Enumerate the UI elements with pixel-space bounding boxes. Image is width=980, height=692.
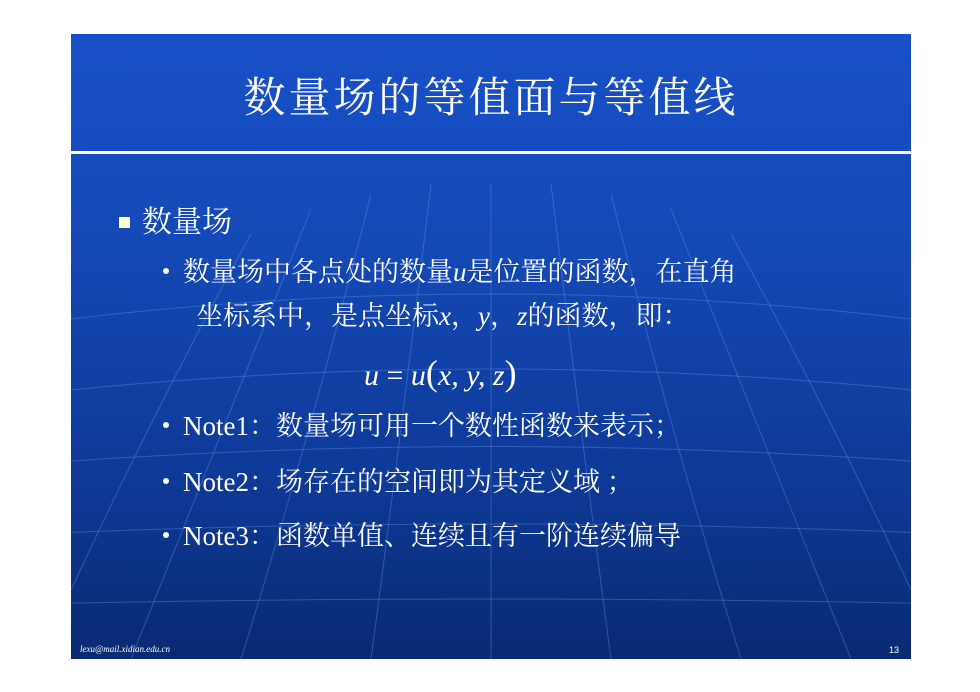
main-bullet	[119, 197, 232, 241]
note-text: Note1：数量场可用一个数性函数来表示；	[183, 411, 681, 441]
formula-args: x, y, z	[437, 359, 505, 392]
variable-y: y	[477, 301, 490, 331]
formula-paren-right: )	[504, 353, 517, 393]
note-text: Note2：场存在的空间即为其定义域 ；	[183, 467, 634, 497]
page-number: 13	[888, 645, 899, 655]
definition-text: 是位置的函数，在直角	[466, 257, 737, 287]
comma: ，	[450, 301, 478, 331]
variable-z: z	[516, 301, 528, 331]
formula-paren-left: (	[425, 353, 438, 393]
formula-function: u	[410, 359, 426, 392]
dot-bullet-icon	[163, 532, 169, 538]
comma: ，	[489, 301, 517, 331]
formula-equals: =	[379, 359, 411, 392]
definition-text: 的函数，即：	[527, 301, 690, 331]
footer-email: lexu@mail.xidian.edu.cn	[80, 644, 171, 654]
sub-bullet-definition	[163, 250, 737, 338]
note-1	[163, 404, 681, 448]
note-3	[163, 514, 681, 558]
slide-title: 数量场的等值面与等值线	[243, 76, 739, 122]
dot-bullet-icon	[163, 422, 169, 428]
definition-text: 数量场中各点处的数量	[183, 257, 453, 287]
definition-line-2	[163, 294, 737, 338]
definition-text: 坐标系中，是点坐标	[196, 301, 439, 331]
globe-grid-background	[71, 34, 911, 659]
definition-line-1	[163, 250, 737, 294]
dot-bullet-icon	[163, 478, 169, 484]
slide	[71, 34, 911, 659]
square-bullet-icon	[119, 217, 130, 228]
variable-x: x	[439, 301, 451, 331]
note-text: Note3：函数单值、连续且有一阶连续偏导	[183, 521, 681, 551]
title-divider	[71, 151, 911, 154]
formula	[364, 352, 517, 394]
variable-u: u	[453, 257, 467, 287]
formula-lhs: u	[364, 359, 379, 392]
main-bullet-text: 数量场	[142, 206, 232, 239]
dot-bullet-icon	[163, 268, 169, 274]
note-2	[163, 460, 634, 504]
